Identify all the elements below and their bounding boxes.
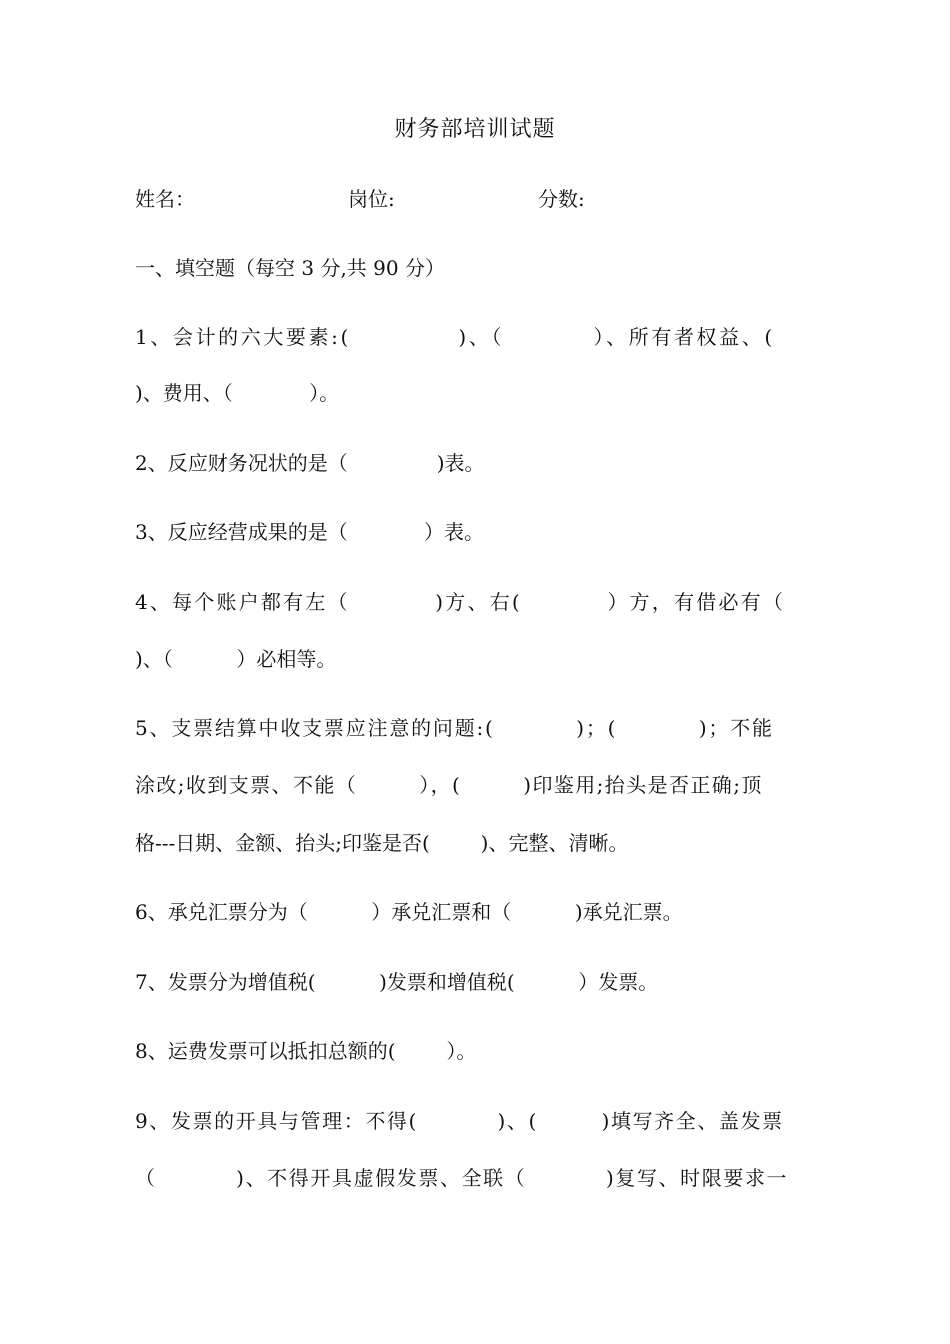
question-3: 3、反应经营成果的是（ ）表。 xyxy=(135,520,485,544)
question-5-line-2: 涂改;收到支票、不能（ ），( )印鉴用;抬头是否正确;顶 xyxy=(135,773,763,797)
question-5-line-1: 5、支票结算中收支票应注意的问题:( )；( )；不能 xyxy=(135,716,774,740)
question-4-line-1: 4、每个账户都有左（ )方、右( ）方，有借必有（ xyxy=(135,590,786,614)
question-5-line-3: 格---日期、金额、抬头;印鉴是否( )、完整、清晰。 xyxy=(135,831,629,855)
name-label: 姓名： xyxy=(135,187,195,211)
student-info-row xyxy=(135,183,835,213)
question-1-line-1: 1、会计的六大要素:( )、（ ）、所有者权益、( xyxy=(135,325,775,349)
page-title: 财务部培训试题 xyxy=(394,117,556,142)
question-9-line-2: （ )、不得开具虚假发票、全联（ )复写、时限要求一 xyxy=(135,1166,789,1190)
section-heading: 一、填空题（每空 3 分,共 90 分） xyxy=(135,256,445,280)
question-2: 2、反应财务况状的是（ )表。 xyxy=(135,451,485,475)
question-9-line-1: 9、发票的开具与管理：不得( )、( )填写齐全、盖发票 xyxy=(135,1109,784,1133)
question-1-line-2: )、费用、（ ）。 xyxy=(135,381,340,405)
position-label: 岗位: xyxy=(348,187,395,211)
score-label: 分数: xyxy=(538,187,585,211)
question-4-line-2: )、（ ）必相等。 xyxy=(135,647,337,671)
question-7: 7、发票分为增值税( )发票和增值税( ）发票。 xyxy=(135,970,659,994)
question-6: 6、承兑汇票分为（ ）承兑汇票和（ )承兑汇票。 xyxy=(135,900,683,924)
question-8: 8、运费发票可以抵扣总额的( ）。 xyxy=(135,1039,477,1063)
